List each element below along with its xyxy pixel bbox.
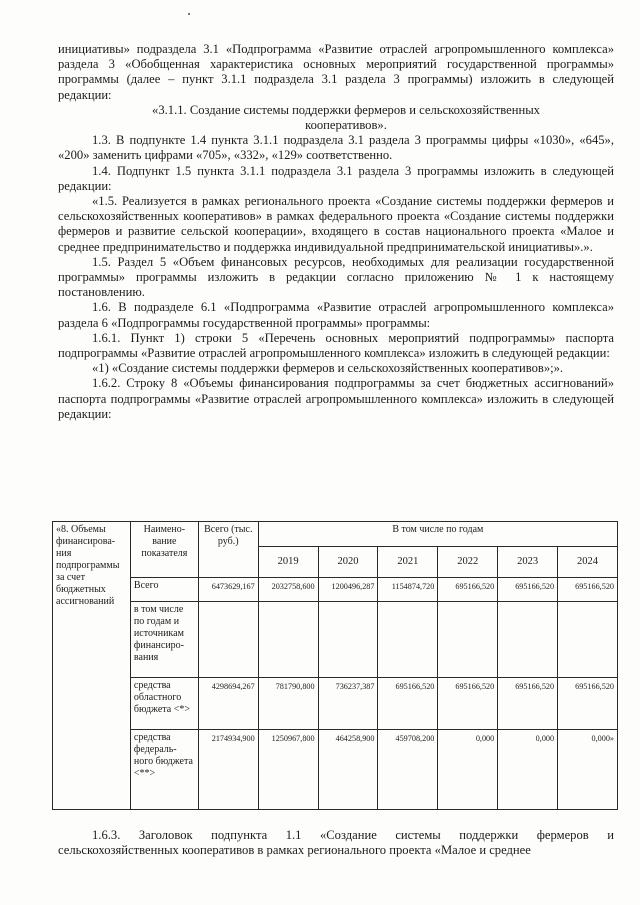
col-total-header: Всего (тыс. руб.) (198, 522, 258, 578)
year-header: 2022 (438, 547, 498, 578)
cell-value (438, 602, 498, 678)
row-label: в том числе по годам и источникам финансиро-вания (130, 602, 198, 678)
year-header: 2020 (318, 547, 378, 578)
table-row (53, 578, 618, 602)
document-body (58, 42, 614, 422)
cell-value: 695166,520 (498, 578, 558, 602)
year-header: 2023 (498, 547, 558, 578)
year-header: 2021 (378, 547, 438, 578)
cell-value: 464258,900 (318, 730, 378, 810)
row-title-cell: «8. Объемы финансирова-ния подпрограммы за счет бюджетных ассигнований (53, 522, 131, 810)
col-name-header: Наимено-вание показателя (130, 522, 198, 578)
cell-value: 1250967,800 (258, 730, 318, 810)
document-tail (58, 828, 614, 858)
cell-value: 781790,800 (258, 678, 318, 730)
year-header: 2019 (258, 547, 318, 578)
paragraph-heading: «3.1.1. Создание системы поддержки фермеров и сельскохозяйственных кооперативов». (152, 102, 540, 133)
paragraph: 1.5. Раздел 5 «Объем финансовых ресурсов, необходимых для реализации государственной программы» программы изложить в редакции согласно приложению № 1 к настоящему постановлению. (58, 254, 614, 300)
financing-table (52, 521, 618, 810)
table-row (53, 602, 618, 678)
cell-value: 2032758,600 (258, 578, 318, 602)
cell-value: 695166,520 (378, 678, 438, 730)
cell-value: 0,000» (558, 730, 618, 810)
cell-value: 695166,520 (558, 578, 618, 602)
cell-value: 695166,520 (438, 678, 498, 730)
year-header: 2024 (558, 547, 618, 578)
cell-value: 1154874,720 (378, 578, 438, 602)
cell-total: 2174934,900 (198, 730, 258, 810)
col-years-header: В том числе по годам (258, 522, 617, 547)
cell-total (198, 602, 258, 678)
cell-value: 1200496,287 (318, 578, 378, 602)
cell-value: 695166,520 (558, 678, 618, 730)
paragraph: инициативы» подраздела 3.1 «Подпрограмма «Развитие отраслей агропромышленного комплекса» раздела 3 «Обобщенная характеристика основных мероприятий государственной программы» программы (далее – пункт 3.1.1 подраздела 3.1 раздела 3 программы) изложить в следующей редакции: (58, 42, 614, 102)
cell-value: 0,000 (498, 730, 558, 810)
row-label: средства федераль-ного бюджета <**> (130, 730, 198, 810)
paragraph-quote: «1.5. Реализуется в рамках регионального проекта «Создание системы поддержки фермеров и сельскохозяйственных кооперативов» в рамках федерального проекта «Создание системы поддержки фермеров и развитие сельской кооперации», входящего в состав национального проекта «Малое и среднее предпринимательство и поддержка индивидуальной предпринимательской инициативы».». (58, 194, 614, 254)
cell-value (558, 602, 618, 678)
cell-value: 695166,520 (498, 678, 558, 730)
cell-value: 695166,520 (438, 578, 498, 602)
cell-total: 4298694,267 (198, 678, 258, 730)
row-label: средства областного бюджета <*> (130, 678, 198, 730)
paragraph: 1.4. Подпункт 1.5 пункта 3.1.1 подраздела 3.1 раздела 3 программы изложить в следующей редакции: (58, 163, 614, 193)
row-label: Всего (130, 578, 198, 602)
cell-value (258, 602, 318, 678)
cell-value (498, 602, 558, 678)
cell-value (318, 602, 378, 678)
paragraph: 1.6.2. Строку 8 «Объемы финансирования подпрограммы за счет бюджетных ассигнований» паспорта подпрограммы «Развитие отраслей агропромышленного комплекса» изложить в следующей редакции: (58, 376, 614, 421)
cell-value: 0,000 (438, 730, 498, 810)
paragraph: 1.3. В подпункте 1.4 пункта 3.1.1 подраздела 3.1 раздела 3 программы цифры «1030», «645», «200» заменить цифрами «705», «332», «129» соответственно. (58, 133, 614, 163)
paragraph: 1.6.3. Заголовок подпункта 1.1 «Создание системы поддержки фермеров и сельскохозяйственных кооперативов в рамках регионального проекта «Малое и среднее (58, 828, 614, 858)
table-row (53, 730, 618, 810)
paragraph: 1.6. В подразделе 6.1 «Подпрограмма «Развитие отраслей агропромышленного комплекса» раздела 6 «Подпрограммы государственной программы» программы: (58, 300, 614, 330)
paragraph: «1) «Создание системы поддержки фермеров и сельскохозяйственных кооперативов»;». (92, 361, 564, 376)
cell-value: 736237,387 (318, 678, 378, 730)
table-row (53, 678, 618, 730)
cell-value (378, 602, 438, 678)
paragraph: 1.6.1. Пункт 1) строки 5 «Перечень основных мероприятий подпрограммы» паспорта подпрограммы «Развитие отраслей агропромышленного комплекса» изложить в следующей редакции: (58, 330, 614, 361)
scan-dot (188, 13, 190, 15)
cell-total: 6473629,167 (198, 578, 258, 602)
cell-value: 459708,200 (378, 730, 438, 810)
